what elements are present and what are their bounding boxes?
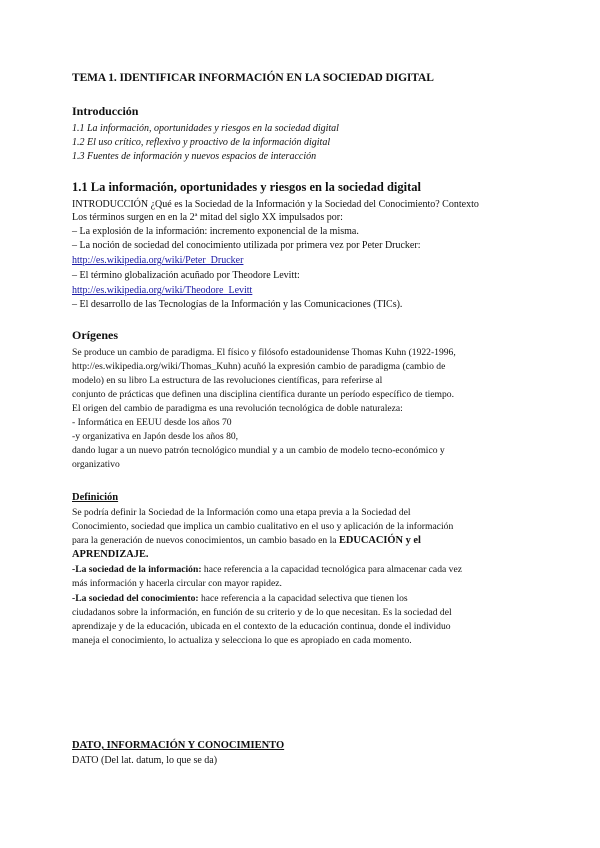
sociedad-conocimiento-line-2: ciudadanos sobre la información, en función de su criterio y de lo que necesitan. Es la sociedad del bbox=[72, 607, 452, 618]
definicion-line-3-text: para la generación de nuevos conocimientos, un cambio basado en la bbox=[72, 535, 339, 546]
origenes-line-3: modelo) en su libro La estructura de las revoluciones científicas, para referirse al bbox=[72, 375, 383, 386]
intro-item-3[interactable]: 1.3 Fuentes de información y nuevos espacios de interacción bbox=[72, 151, 317, 162]
section-1-1-line-6: – El desarrollo de las Tecnologías de la Información y las Comunicaciones (TICs). bbox=[72, 299, 403, 310]
sociedad-informacion-label: -La sociedad de la información: bbox=[72, 564, 202, 575]
section-1-1-line-5: – El término globalización acuñado por Theodore Levitt: bbox=[72, 270, 300, 281]
dato-line-1: DATO (Del lat. datum, lo que se da) bbox=[72, 755, 218, 766]
education-emphasis: EDUCACIÓN y el bbox=[338, 535, 421, 546]
section-1-1-line-4: – La noción de sociedad del conocimiento utilizada por primera vez por Peter Drucker: bbox=[72, 240, 421, 251]
sociedad-conocimiento-line-3: aprendizaje y de la educación, ubicada en el contexto de la educación continua, donde el individuo bbox=[72, 621, 451, 632]
intro-heading: Introducción bbox=[72, 104, 139, 118]
dato-heading: DATO, INFORMACIÓN Y CONOCIMIENTO bbox=[72, 740, 285, 751]
definicion-heading: Definición bbox=[72, 492, 119, 503]
link-theodore-levitt[interactable]: http://es.wikipedia.org/wiki/Theodore_Levitt bbox=[72, 285, 253, 296]
sociedad-informacion-text: hace referencia a la capacidad tecnológica para almacenar cada vez bbox=[201, 564, 462, 575]
origenes-line-1: Se produce un cambio de paradigma. El físico y filósofo estadounidense Thomas Kuhn (1922-1996, bbox=[72, 347, 456, 358]
origenes-line-5: El origen del cambio de paradigma es una revolución tecnológica de doble naturaleza: bbox=[72, 403, 403, 414]
origenes-line-9: organizativo bbox=[72, 459, 120, 470]
section-1-1-line-1: INTRODUCCIÓN ¿Qué es la Sociedad de la Información y la Sociedad del Conocimiento? Contexto bbox=[72, 199, 479, 210]
sociedad-conocimiento-label: -La sociedad del conocimiento: bbox=[72, 593, 199, 604]
definicion-line-1: Se podría definir la Sociedad de la Información como una etapa previa a la Sociedad del bbox=[72, 507, 411, 518]
link-peter-drucker[interactable]: http://es.wikipedia.org/wiki/Peter_Drucker bbox=[72, 255, 244, 266]
origenes-line-6: - Informática en EEUU desde los años 70 bbox=[72, 417, 232, 428]
intro-item-1[interactable]: 1.1 La información, oportunidades y riesgos en la sociedad digital bbox=[72, 123, 339, 134]
section-1-1-line-3: – La explosión de la información: incremento exponencial de la misma. bbox=[72, 226, 359, 237]
document-title: TEMA 1. IDENTIFICAR INFORMACIÓN EN LA SOCIEDAD DIGITAL bbox=[72, 72, 434, 84]
intro-item-2[interactable]: 1.2 El uso crítico, reflexivo y proactivo de la información digital bbox=[72, 137, 331, 148]
origenes-line-8: dando lugar a un nuevo patrón tecnológico mundial y a un cambio de modelo tecno-económico y bbox=[72, 445, 445, 456]
origenes-line-2: http://es.wikipedia.org/wiki/Thomas_Kuhn) acuñó la expresión cambio de paradigma (cambio de bbox=[72, 361, 446, 372]
aprendizaje-emphasis: APRENDIZAJE. bbox=[72, 549, 149, 560]
origenes-line-7: -y organizativa en Japón desde los años 80, bbox=[72, 431, 239, 442]
sociedad-conocimiento-line-4: maneja el conocimiento, lo actualiza y selecciona lo que es apropiado en cada momento. bbox=[72, 635, 412, 646]
sociedad-informacion-line bbox=[72, 563, 462, 576]
section-1-1-line-2: Los términos surgen en en la 2ª mitad del siglo XX impulsados por: bbox=[72, 212, 343, 223]
sociedad-informacion-line-2: más información y hacerla circular con mayor rapidez. bbox=[72, 578, 282, 589]
section-1-1-heading: 1.1 La información, oportunidades y riesgos en la sociedad digital bbox=[72, 180, 421, 194]
definicion-line-4 bbox=[72, 548, 149, 561]
sociedad-conocimiento-line bbox=[72, 592, 408, 605]
definicion-line-3 bbox=[72, 534, 421, 547]
sociedad-conocimiento-text: hace referencia a la capacidad selectiva que tienen los bbox=[198, 593, 408, 604]
origenes-line-4: conjunto de prácticas que definen una disciplina científica durante un período específico de tiempo. bbox=[72, 389, 455, 400]
definicion-line-2: Conocimiento, sociedad que implica un cambio cualitativo en el uso y aplicación de la información bbox=[72, 521, 454, 532]
origenes-heading: Orígenes bbox=[72, 328, 118, 342]
